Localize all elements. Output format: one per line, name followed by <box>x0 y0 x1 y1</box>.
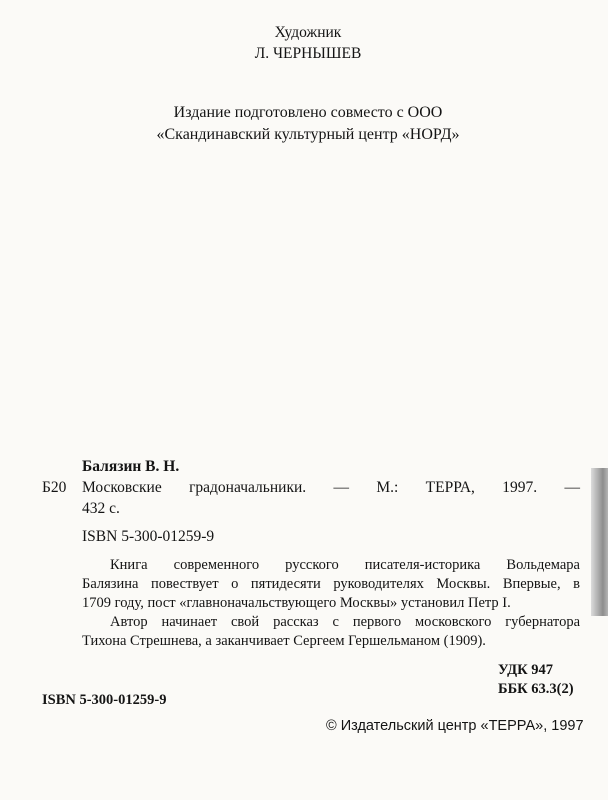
edition-line-1: Издание подготовлено совместо с ООО <box>173 104 443 121</box>
catalog-code: Б20 <box>42 479 67 496</box>
annotation-word: начинает <box>161 614 218 630</box>
isbn-footer: ISBN 5-300-01259-9 <box>42 692 167 708</box>
annotation-word: Балязина <box>82 576 139 592</box>
bbk-code: ББК 63.3(2) <box>498 681 574 697</box>
annotation-word: современного <box>173 557 260 573</box>
author-name: Балязин В. Н. <box>82 458 180 475</box>
annotation-word: свой <box>231 614 260 630</box>
annotation-word: первого <box>352 614 402 630</box>
title-word: ТЕРРА, <box>425 479 475 496</box>
annotation-word: Автор <box>110 614 148 630</box>
edition-line-2: «Скандинавский культурный центр «НОРД» <box>156 126 460 143</box>
annotation-word: повествует <box>151 576 219 592</box>
annotation-word: Впервые, <box>502 576 561 592</box>
annotation-word: с <box>332 614 339 630</box>
annotation-word: в <box>573 576 580 592</box>
annotation-word: московского <box>414 614 492 630</box>
title-word: М.: <box>376 479 399 496</box>
annotation-word: Вольдемара <box>506 557 580 573</box>
annotation-line-3: 1709 году, пост «главноначальствующего Москвы» установил Петр I. <box>82 595 511 611</box>
annotation-line-1 <box>110 557 580 574</box>
annotation-word: пятидесяти <box>250 576 321 592</box>
annotation-line-5: Тихона Стрешнева, а заканчивает Сергеем Гершельманом (1909). <box>82 633 486 649</box>
annotation-word: губернатора <box>505 614 580 630</box>
annotation-line-4 <box>110 614 580 631</box>
title-line-2: 432 с. <box>82 500 120 517</box>
scan-edge-shadow <box>591 468 608 616</box>
annotation-word: о <box>231 576 239 592</box>
artist-label: Художник <box>274 24 342 41</box>
udk-code: УДК 947 <box>498 662 554 678</box>
annotation-word: писателя-историка <box>364 557 481 573</box>
annotation-word: руководителях <box>333 576 424 592</box>
title-word: — <box>333 479 349 496</box>
title-line-1 <box>82 479 580 497</box>
annotation-word: Книга <box>110 557 148 573</box>
title-word: Московские <box>82 479 162 496</box>
artist-name: Л. ЧЕРНЫШЕВ <box>254 45 362 62</box>
annotation-word: Москвы. <box>436 576 491 592</box>
annotation-word: рассказ <box>273 614 319 630</box>
title-word: 1997. <box>502 479 538 496</box>
copyright-line: © Издательский центр «ТЕРРА», 1997 <box>326 718 584 734</box>
title-word: — <box>564 479 580 496</box>
isbn-catalog: ISBN 5-300-01259-9 <box>82 528 215 545</box>
annotation-word: русского <box>285 557 339 573</box>
title-word: градоначальники. <box>189 479 307 496</box>
annotation-line-2 <box>82 576 580 593</box>
